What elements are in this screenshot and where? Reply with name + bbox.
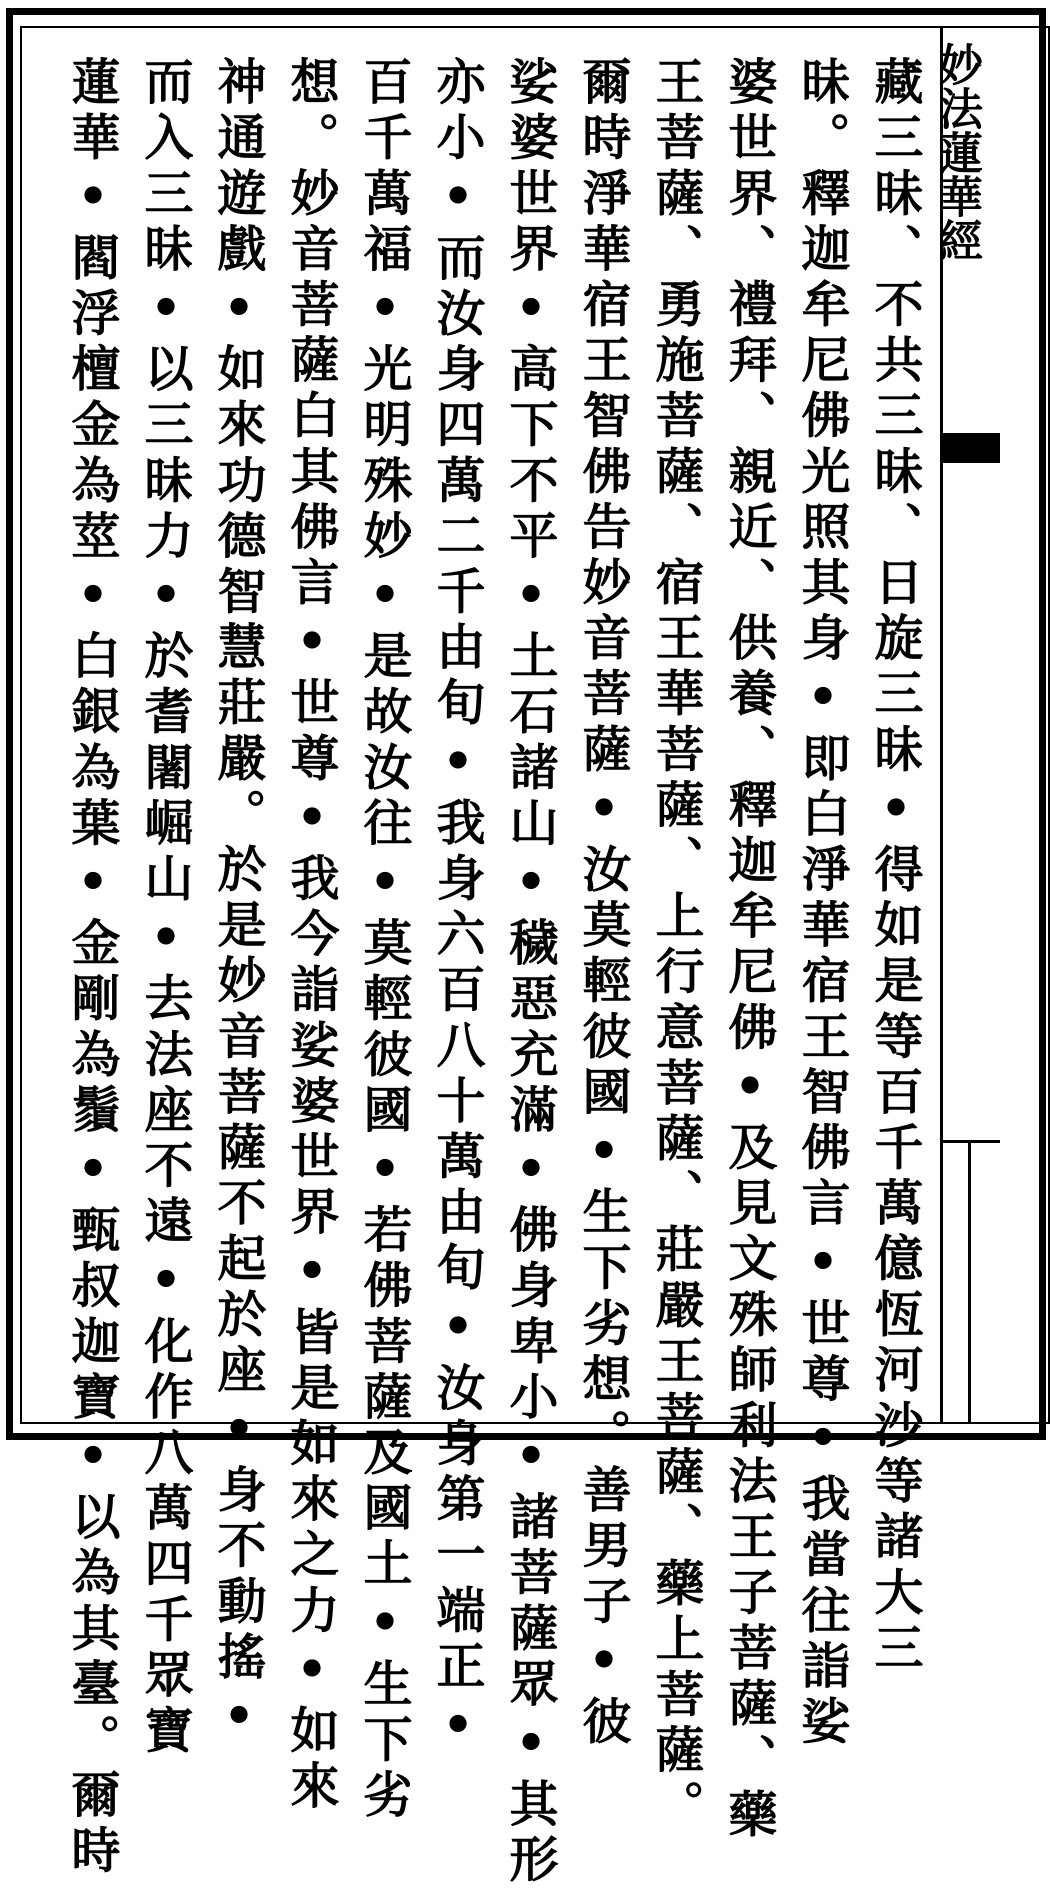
running-title: 妙法蓮華經 <box>931 42 982 262</box>
text-columns <box>56 56 926 1889</box>
text-column-1: 藏三昧、不共三昧、日旋三昧•得如是等百千萬億恆河沙等諸大三 <box>867 56 925 1678</box>
text-column-7: 亦小•而汝身四萬二千由旬•我身六百八十萬由旬•汝身第一端正• <box>429 56 487 1760</box>
text-column-10: 神通遊戲•如來功德智慧莊嚴。於是妙音菩薩不起於座•身不動搖• <box>210 56 268 1751</box>
text-column-11: 而入三昧•以三昧力•於耆闍崛山•去法座不遠•化作八萬四千眾寶 <box>137 56 195 1760</box>
gutter-black-band <box>943 433 1000 463</box>
text-column-4: 王菩薩、勇施菩薩、宿王華菩薩、上行意菩薩、莊嚴王菩薩、藥上菩薩。 <box>648 56 706 1836</box>
text-column-8: 百千萬福•光明殊妙•是故汝往•莫輕彼國•若佛菩薩及國土•生下劣 <box>356 56 414 1825</box>
text-column-5: 爾時淨華宿王智佛告妙音菩薩•汝莫輕彼國•生下劣想。善男子•彼 <box>575 56 633 1751</box>
text-column-12: 蓮華•閻浮檀金為莖•白銀為葉•金剛為鬚•甄叔迦寶•以為其臺。爾時 <box>64 56 122 1881</box>
text-column-3: 婆世界、禮拜、親近、供養、釋迦牟尼佛•及見文殊師利法王子菩薩、藥 <box>721 56 779 1845</box>
text-column-6: 娑婆世界•高下不平•土石諸山•穢惡充滿•佛身卑小•諸菩薩眾•其形 <box>502 56 560 1889</box>
text-column-2: 昧。釋迦牟尼佛光照其身•即白淨華宿王智佛言•世尊•我當往詣娑 <box>794 56 852 1751</box>
gutter-lower-rule <box>943 1140 1000 1143</box>
gutter-lower-line <box>968 1143 971 1424</box>
text-column-9: 想。妙音菩薩白其佛言•世尊•我今詣娑婆世界•皆是如來之力•如來 <box>283 56 341 1816</box>
